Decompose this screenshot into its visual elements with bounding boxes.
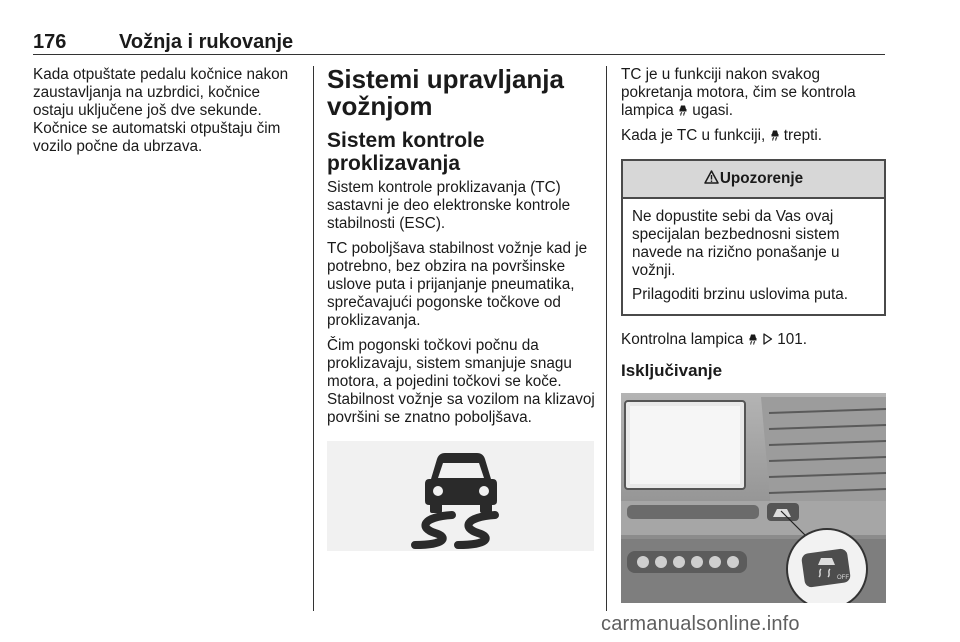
tc-warning-lamp-icon [748,333,758,345]
warning-text-1: Ne dopustite sebi da Vas ovaj specijalan bezbednosni sistem navede na rizično ponašanje u vožnji. [632,208,840,279]
tc-intro-paragraph: Sistem kontrole proklizavanja (TC) sastavni je deo elektronske kontrole stabilnosti (ESC). [327,179,571,232]
subsection-title: Sistem kontrole proklizavanja [327,129,485,175]
page-reference-arrow-icon [762,333,773,345]
lamp-reference-page: 101. [777,331,807,348]
column-left [33,66,303,156]
lamp-reference [621,331,886,349]
tc-blink-paragraph [621,127,886,145]
warning-title: Upozorenje [719,170,804,187]
tc-stability-paragraph: TC poboljšava stabilnost vožnje kad je potrebno, bez obzira na površinske uslove puta i prijanjanje pneumatika, sprečavajući pogonske točkove od proklizavanja. [327,240,588,329]
center-console-illustration [621,393,886,603]
column-divider-right [606,66,607,611]
switch-off-heading: Isključivanje [621,361,723,380]
warning-text-2: Prilagoditi brzinu uslovima puta. [632,286,848,303]
warning-triangle-icon [704,170,719,184]
tc-warning-lamp-icon [770,129,780,141]
warning-body [623,199,884,314]
watermark: carmanualsonline.info [601,613,800,635]
section-title: Sistemi upravljanja vožnjom [327,64,564,121]
page-header [33,32,885,55]
chapter-title: Vožnja i rukovanje [119,31,294,53]
page-number: 176 [33,31,67,53]
off-button-label: OFF [837,575,849,581]
column-divider-left [313,66,314,611]
lamp-reference-text: Kontrolna lampica [621,331,744,348]
tc-warning-lamp-icon [678,104,688,116]
console-figure [621,393,886,603]
warning-box [621,159,886,316]
tc-blink-text: Kada je TC u funkciji, [621,127,766,144]
tc-active-suffix: ugasi. [692,102,734,119]
tc-active-text: TC je u funkciji nakon svakog pokretanja motora, čim se kontrola lampica [621,66,856,119]
warning-header [623,161,884,199]
traction-control-icon [327,441,594,551]
traction-control-figure [327,441,594,551]
column-right [621,66,886,603]
hill-start-paragraph: Kada otpuštate pedalu kočnice nakon zaustavljanja na uzbrdici, kočnice ostaju uključene još dve sekunde. Kočnice se automatski otpuštaju čim vozilo počne da ubrzava. [33,66,289,155]
tc-blink-suffix: trepti. [783,127,823,144]
column-middle [327,66,595,551]
tc-active-paragraph [621,66,886,120]
tc-operation-paragraph: Čim pogonski točkovi počnu da proklizavaju, sistem smanjuje snagu motora, a pojedini točkovi se koče. Stabilnost vožnje sa vozilom na klizavoj površini se znatno poboljšava. [327,337,595,426]
